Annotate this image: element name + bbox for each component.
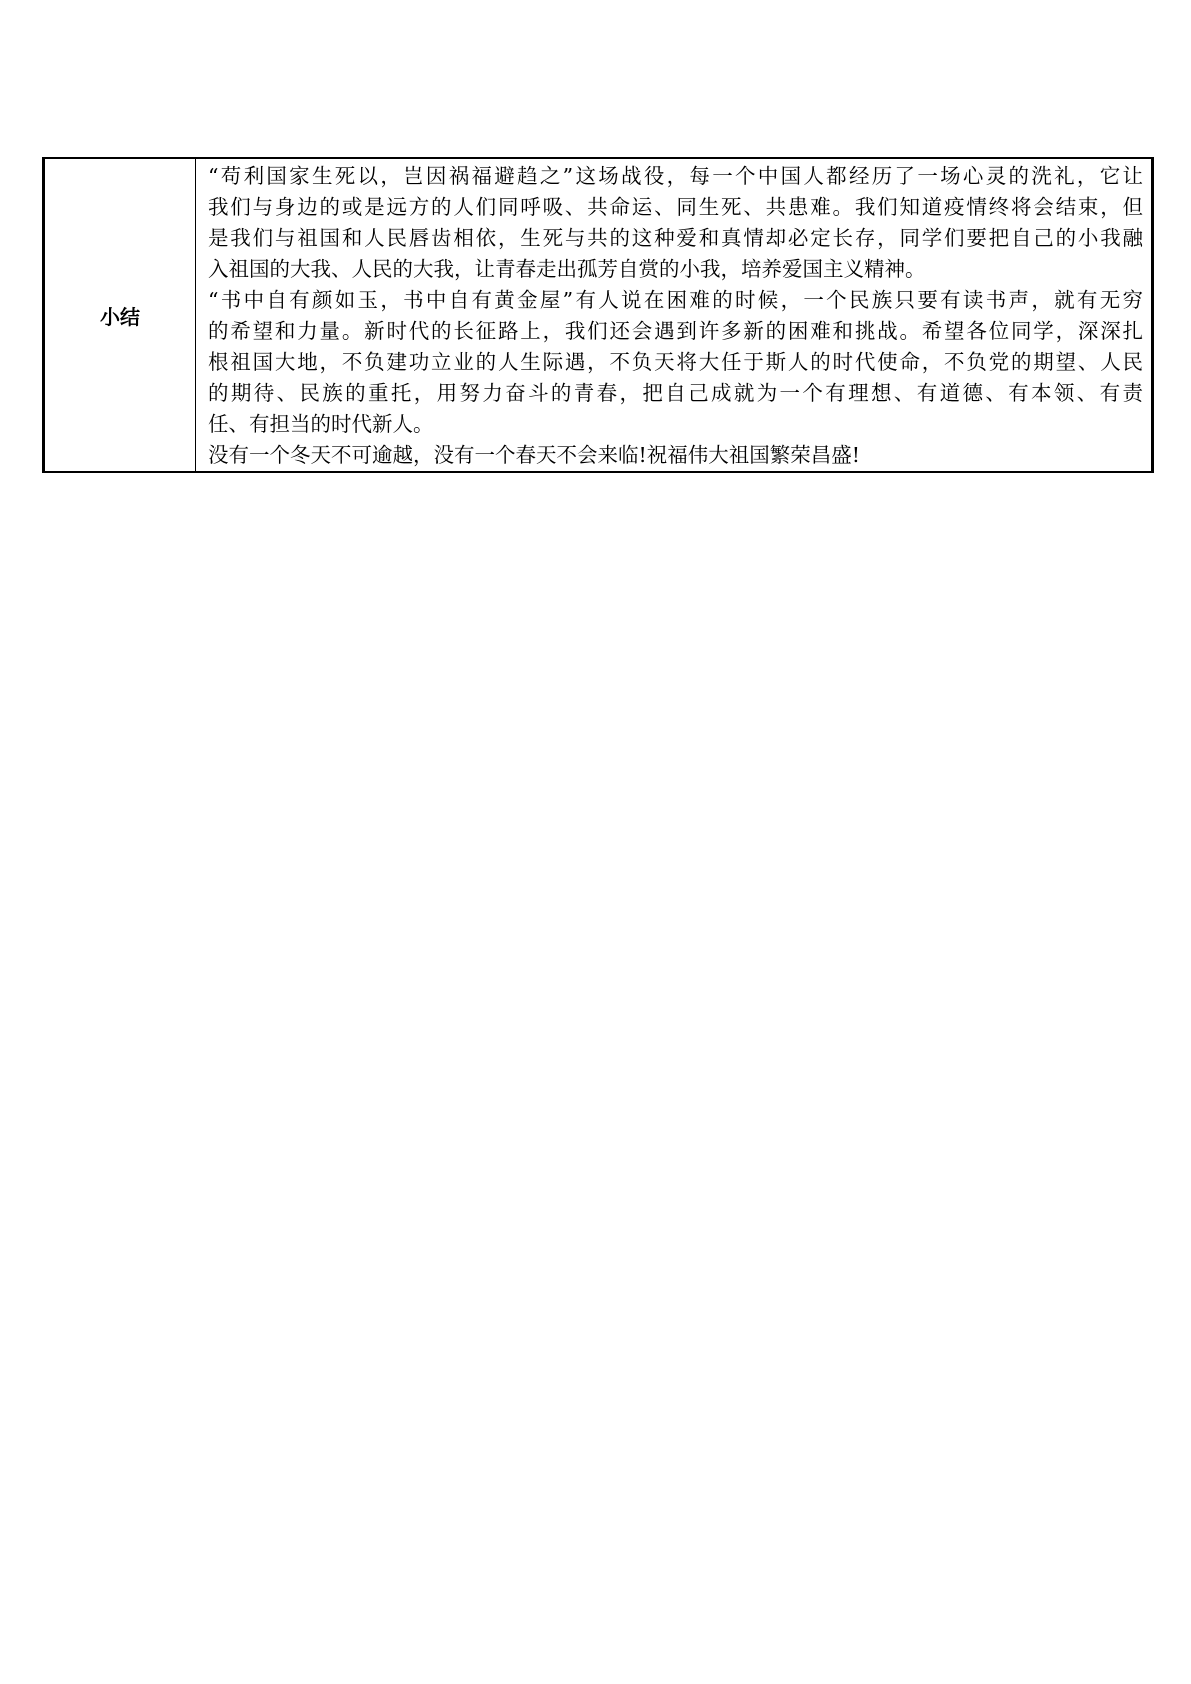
- paragraph-2-line-4: 的期待、民族的重托，用努力奋斗的青春，把自己成就为一个有理想、有道德、有本领、有责: [208, 381, 1143, 405]
- summary-table: [42, 157, 1154, 473]
- paragraph-3: [208, 440, 1143, 471]
- paragraph-2: [208, 285, 1143, 440]
- paragraph-2-line-1: “书中自有颜如玉，书中自有黄金屋”有人说在困难的时候，一个民族只要有读书声，就有无穷: [208, 288, 1143, 312]
- paragraph-1-line-2: 我们与身边的或是远方的人们同呼吸、共命运、同生死、共患难。我们知道疫情终将会结束，但: [208, 195, 1143, 219]
- paragraph-1-line-4: 入祖国的大我、人民的大我，让青春走出孤芳自赏的小我，培养爱国主义精神。: [208, 257, 926, 281]
- paragraph-3-line-1: 没有一个冬天不可逾越，没有一个春天不会来临!祝福伟大祖国繁荣昌盛!: [208, 443, 860, 467]
- paragraph-1: [208, 161, 1143, 285]
- paragraph-1-line-1: “苟利国家生死以，岂因祸福避趋之”这场战役，每一个中国人都经历了一场心灵的洗礼，它让: [208, 164, 1143, 188]
- summary-label: 小结: [100, 304, 140, 329]
- summary-row: [44, 158, 1153, 472]
- paragraph-2-line-2: 的希望和力量。新时代的长征路上，我们还会遇到许多新的困难和挑战。希望各位同学，深深扎: [208, 319, 1143, 343]
- paragraph-2-line-5: 任、有担当的时代新人。: [208, 412, 434, 436]
- summary-content-cell: [196, 158, 1153, 472]
- paragraph-2-line-3: 根祖国大地，不负建功立业的人生际遇，不负天将大任于斯人的时代使命，不负党的期望、人民: [208, 350, 1143, 374]
- summary-label-cell: [44, 158, 196, 472]
- paragraph-1-line-3: 是我们与祖国和人民唇齿相依，生死与共的这种爱和真情却必定长存，同学们要把自己的小我融: [208, 226, 1143, 250]
